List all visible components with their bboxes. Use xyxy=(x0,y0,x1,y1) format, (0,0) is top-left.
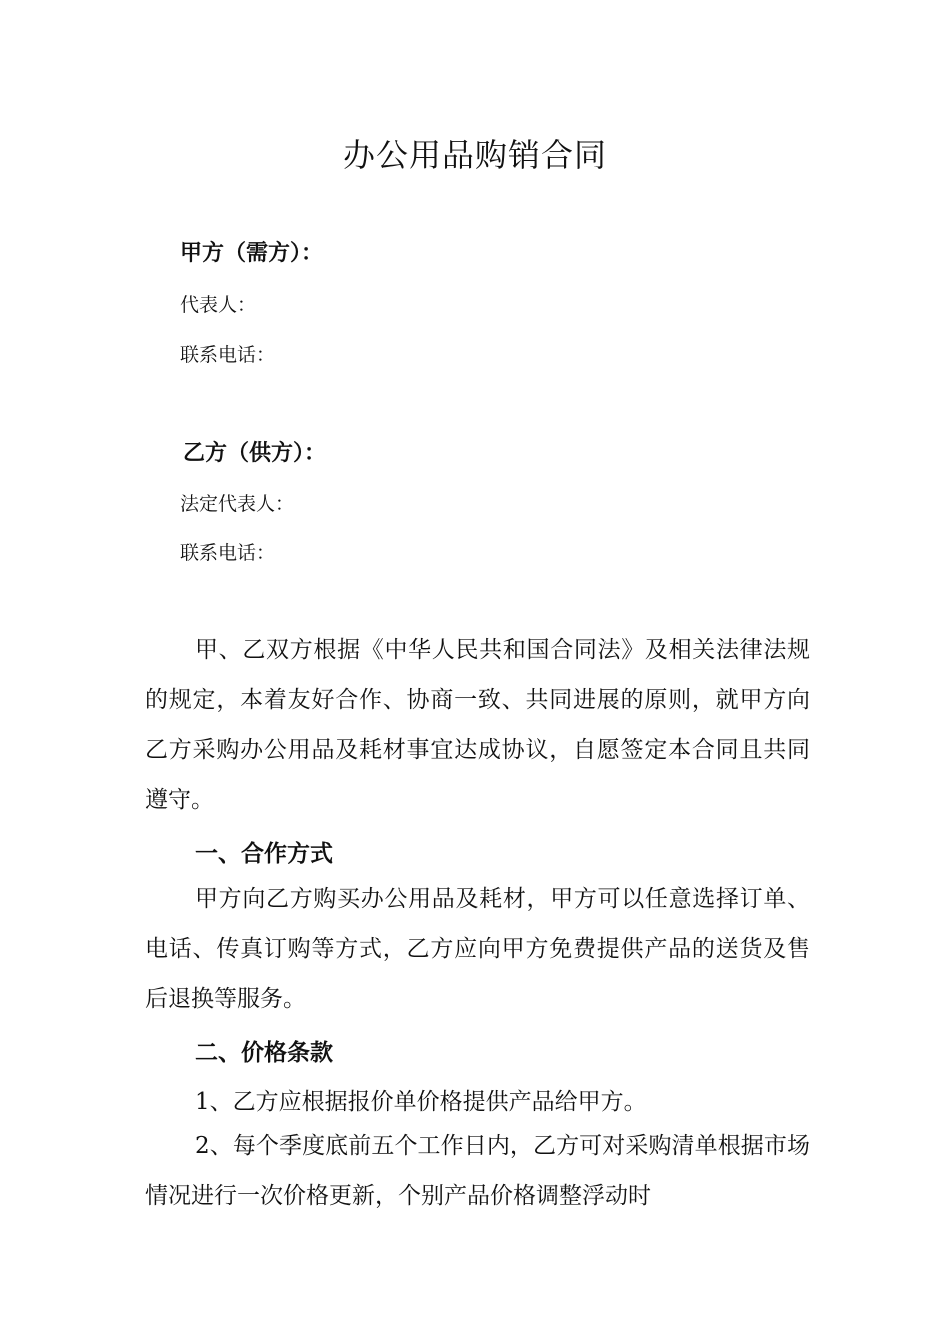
party-a-phone-label: 联系电话： xyxy=(180,344,276,366)
section-2-heading: 二、价格条款 xyxy=(195,1040,333,1066)
section-2-item-2: 2、每个季度底前五个工作日内，乙方可对采购清单根据市场情况进行一次价格更新，个别产品价格调整浮动时 xyxy=(145,1133,810,1209)
document-title: 办公用品购销合同 xyxy=(342,136,607,174)
party-b-legal-representative-label: 法定代表人： xyxy=(180,493,295,515)
section-2-item-1: 1、乙方应根据报价单价格提供产品给甲方。 xyxy=(195,1089,647,1115)
party-b-phone-label: 联系电话： xyxy=(180,542,276,564)
party-b-heading: 乙方（供方）： xyxy=(183,441,327,466)
party-a-representative-label: 代表人： xyxy=(180,294,257,316)
preamble-paragraph: 甲、乙双方根据《中华人民共和国合同法》及相关法律法规的规定，本着友好合作、协商一致、共同进展的原则，就甲方向乙方采购办公用品及耗材事宜达成协议，自愿签定本合同且共同遵守。 xyxy=(145,637,810,813)
section-1-paragraph: 甲方向乙方购买办公用品及耗材，甲方可以任意选择订单、电话、传真订购等方式，乙方应向甲方免费提供产品的送货及售后退换等服务。 xyxy=(145,886,810,1012)
section-1-heading: 一、合作方式 xyxy=(195,841,333,867)
party-a-heading: 甲方（需方）： xyxy=(180,241,324,266)
